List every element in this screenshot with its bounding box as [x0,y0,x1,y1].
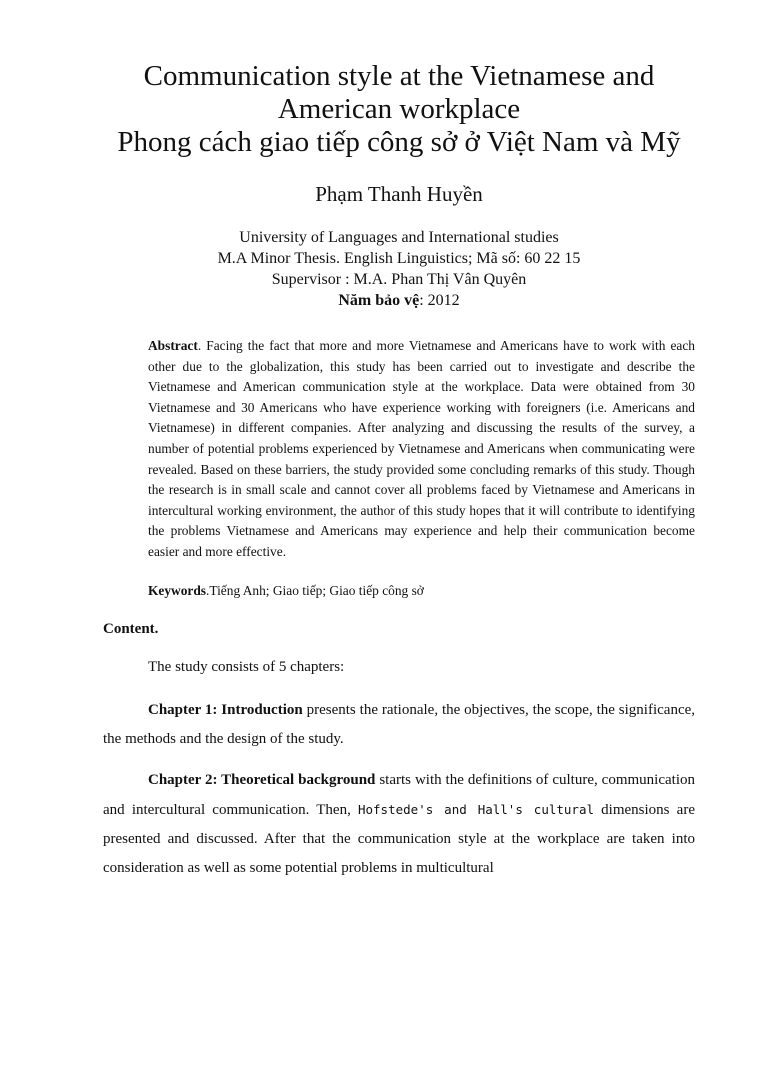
document-title [103,60,695,159]
keywords-text: .Tiếng Anh; Giao tiếp; Giao tiếp công sở [206,582,424,598]
chapter-1-paragraph [103,696,695,754]
title-line-1: Communication style at the Vietnamese and [143,60,655,92]
chapter-2-text-b: dimensions are presented and discussed. After that the communication style at the workplace are taken into consideration as well as some potential problems in multicultural [103,801,695,876]
chapter-1-text: presents the rationale, the objectives, the scope, the significance, the methods and the design of the study. [103,701,696,747]
title-line-2: American workplace [277,93,521,125]
defense-year-label: Năm bảo vệ [338,292,420,309]
content-heading: Content. [103,620,159,637]
defense-year [103,290,695,311]
document-page [0,60,768,1084]
supervisor: Supervisor : M.A. Phan Thị Vân Quyên [271,271,527,288]
affiliation-block [103,227,695,311]
thesis-info: M.A Minor Thesis. English Linguistics; Mã số: 60 22 15 [217,250,581,267]
keywords-label: Keywords [148,582,207,598]
chapter-2-paragraph [103,766,695,883]
abstract [148,336,695,563]
content-intro: The study consists of 5 chapters: [148,658,345,675]
chapter-2-title: Chapter 2: Theoretical background [148,771,376,788]
keywords [148,581,695,601]
author-name: Phạm Thanh Huyền [315,182,483,206]
chapter-1-title: Chapter 1: Introduction [148,701,303,718]
abstract-label: Abstract [148,338,198,353]
university: University of Languages and International studies [239,229,559,246]
title-line-vietnamese: Phong cách giao tiếp công sở ở Việt Nam và Mỹ [117,126,681,158]
chapter-2-text-a: starts with the definitions of culture, communication and intercultural communication. Then, [103,771,695,818]
defense-year-value: : 2012 [419,292,460,309]
chapter-2-text-mono: Hofstede's and Hall's cultural [357,801,594,817]
abstract-text: . Facing the fact that more and more Vietnamese and Americans have to work with each other due to the globalization, this study has been carried out to investigate and describe the Vietnamese and American communication style at the workplace. Data were obtained from 30 Vietnamese and 30 Americans who have experience working with foreigners (i.e. Americans and Vietnamese) in different companies. After analyzing and discussing the results of the survey, a number of potential problems experienced by Vietnamese and Americans when communicating were revealed. Based on these barriers, the study provided some concluding remarks of this study. Though the research is in small scale and cannot cover all problems faced by Vietnamese and Americans in intercultural working environment, the author of this study hopes that it will contribute to identifying the problems Vietnamese and Americans may experience and help their communication become easier and more effective. [148,338,695,559]
